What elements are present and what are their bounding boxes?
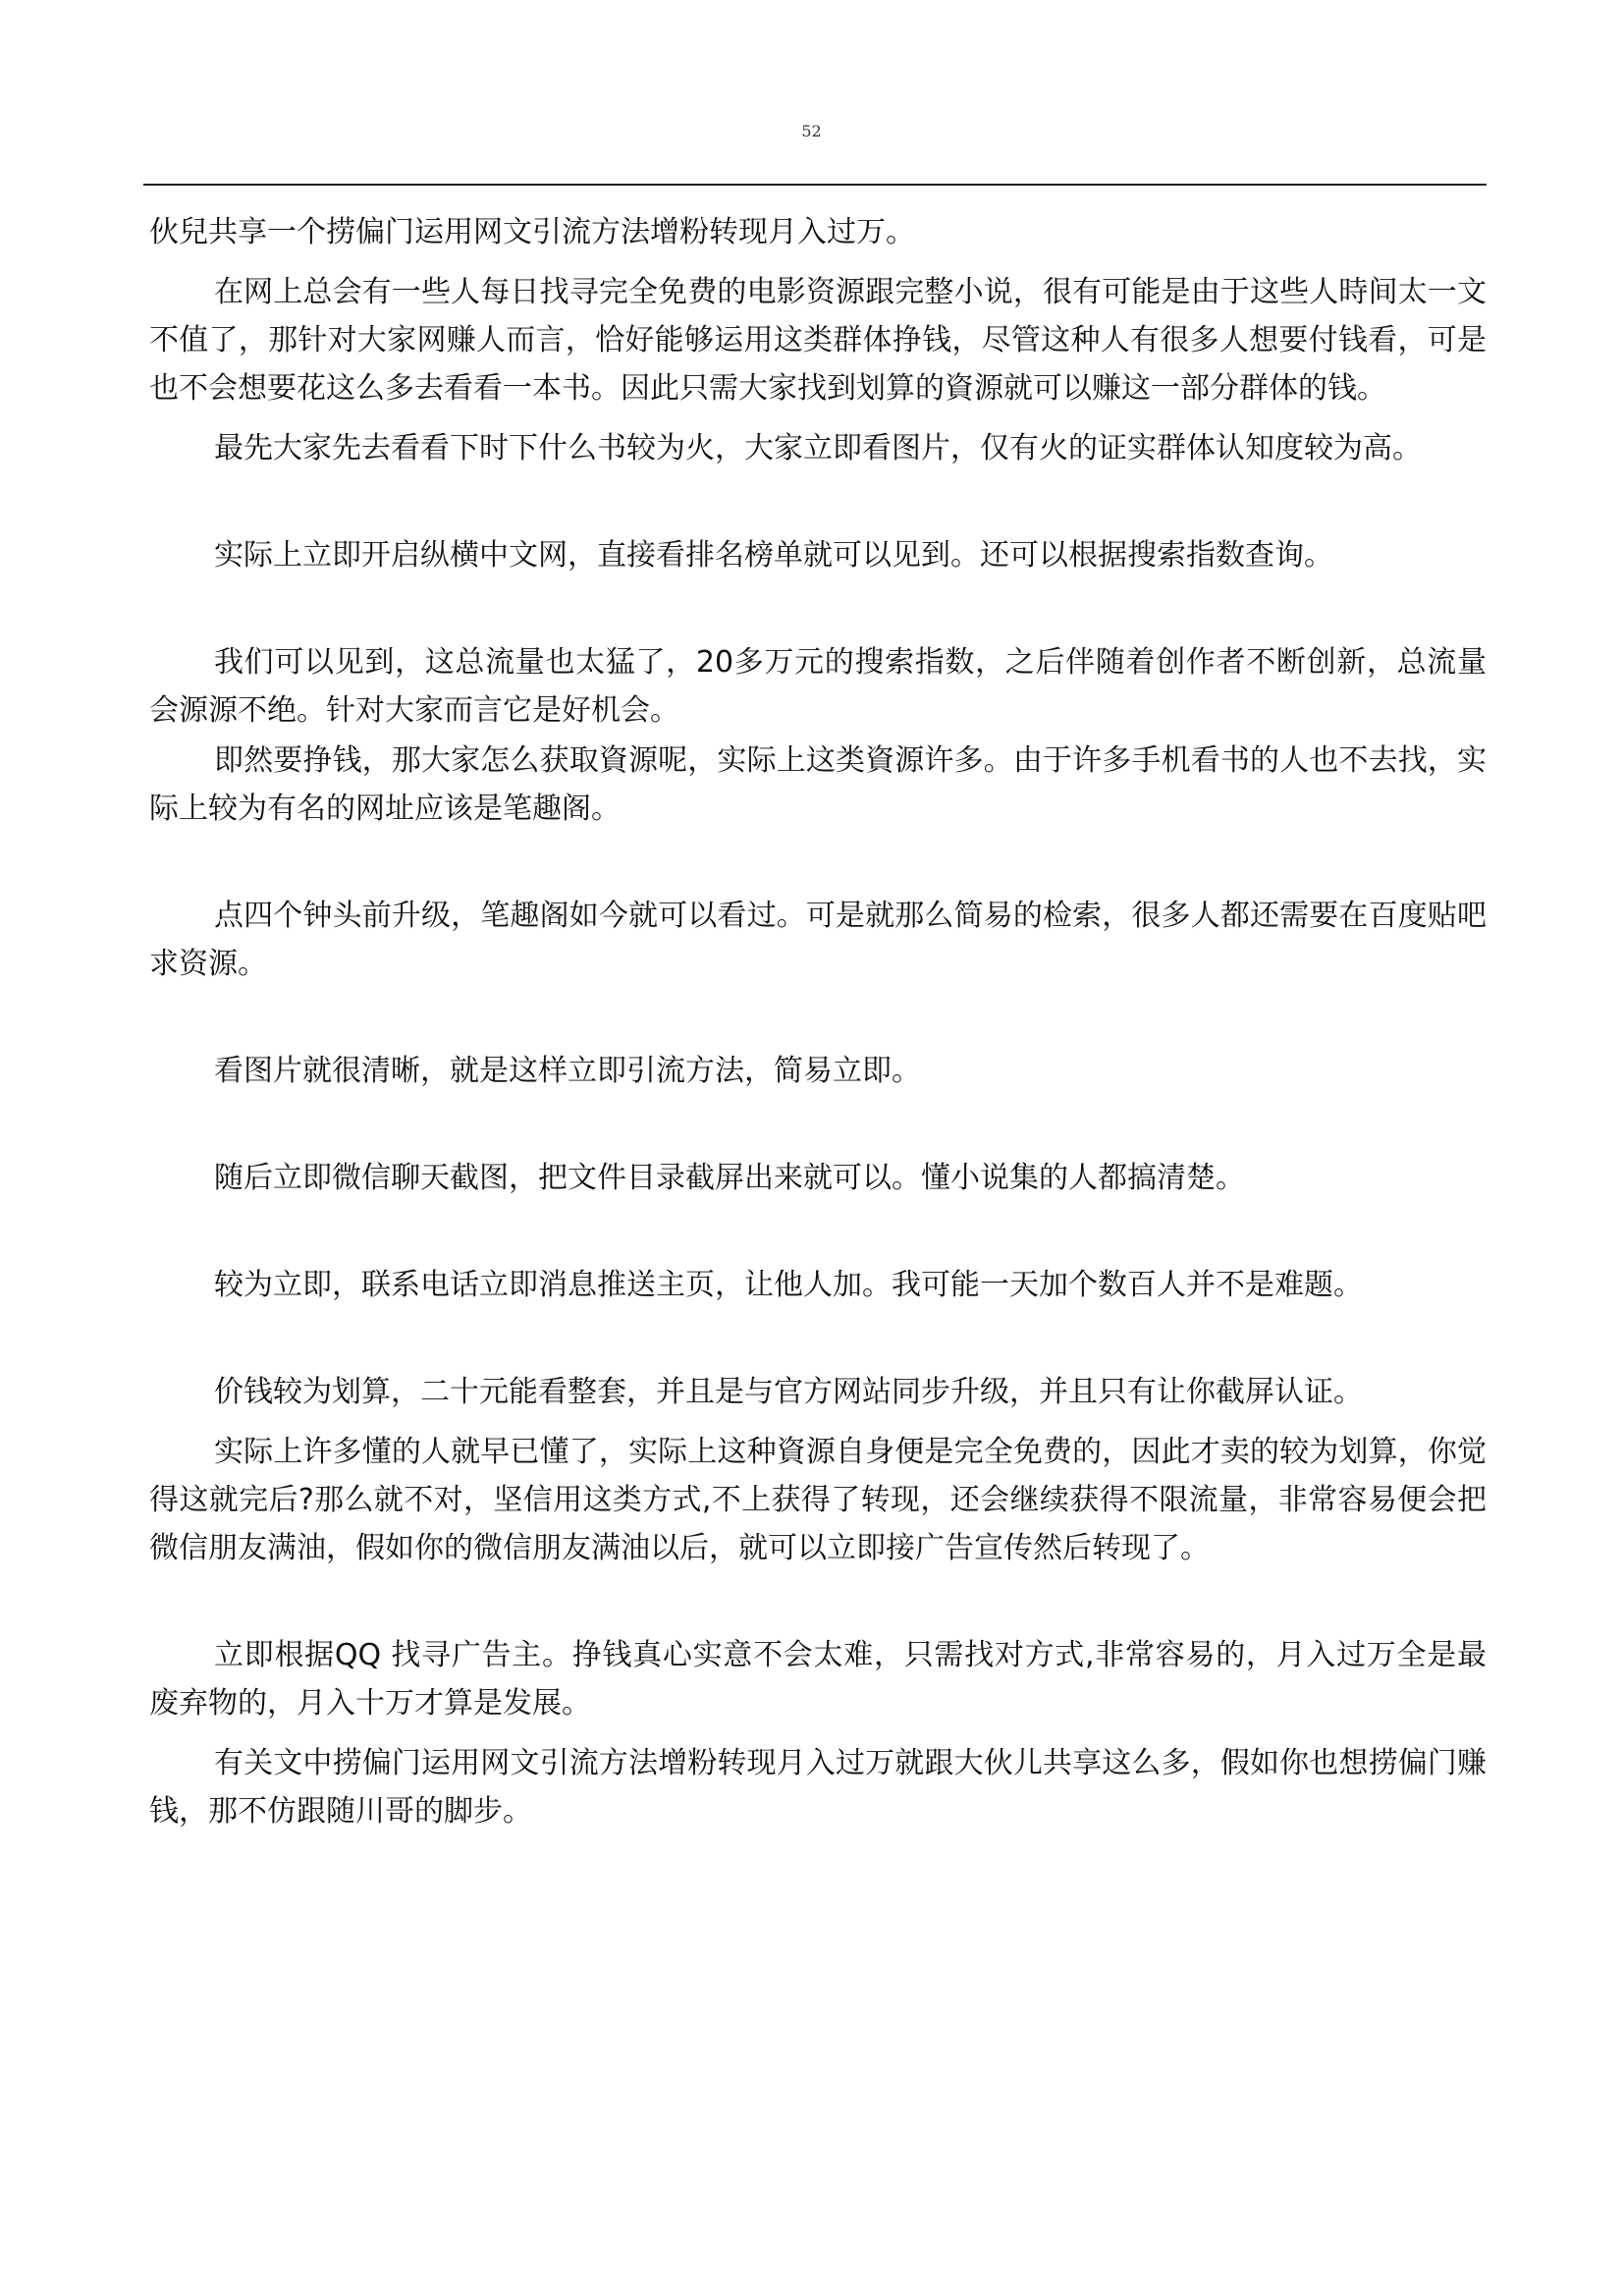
paragraph: 最先大家先去看看下时下什么书较为火，大家立即看图片，仅有火的证实群体认知度较为高。 bbox=[214, 431, 1422, 465]
paragraph: 伙兒共享一个捞偏门运用网文引流方法增粉转现月入过万。 bbox=[149, 215, 915, 249]
paragraph: 有关文中捞偏门运用网文引流方法增粉转现月入过万就跟大伙儿共享这么多，假如你也想捞偏门赚钱，那不仿跟随川哥的脚步。 bbox=[149, 1746, 1487, 1829]
paragraph: 立即根据QQ 找寻广告主。挣钱真心实意不会太难，只需找对方式,非常容易的，月入过万全是最废弃物的，月入十万才算是发展。 bbox=[149, 1638, 1487, 1721]
paragraph: 较为立即，联系电话立即消息推送主页，让他人加。我可能一天加个数百人并不是难题。 bbox=[214, 1268, 1363, 1302]
paragraph: 价钱较为划算，二十元能看整套，并且是与官方网站同步升级，并且只有让你截屏认证。 bbox=[214, 1375, 1363, 1409]
paragraph: 我们可以见到，这总流量也太猛了，20多万元的搜索指数，之后伴随着创作者不断创新，总流量会源源不绝。针对大家而言它是好机会。 bbox=[149, 645, 1487, 728]
paragraph: 在网上总会有一些人每日找寻完全免费的电影资源跟完整小说，很有可能是由于这些人時间太一文不值了，那针对大家网赚人而言，恰好能够运用这类群体挣钱，尽管这种人有很多人想要付钱看，可是也不会想要花这么多去看看一本书。因此只需大家找到划算的資源就可以赚这一部分群体的钱。 bbox=[149, 275, 1487, 406]
document-body bbox=[149, 208, 1487, 1835]
paragraph: 看图片就很清晰，就是这样立即引流方法，简易立即。 bbox=[214, 1054, 921, 1088]
paragraph: 实际上立即开启纵横中文网，直接看排名榜单就可以见到。还可以根据搜索指数查询。 bbox=[214, 538, 1333, 573]
paragraph: 点四个钟头前升级，笔趣阁如今就可以看过。可是就那么简易的检索，很多人都还需要在百度贴吧求资源。 bbox=[149, 899, 1487, 981]
paragraph: 即然要挣钱，那大家怎么获取資源呢，实际上这类資源许多。由于许多手机看书的人也不去找，实际上较为有名的网址应该是笔趣阁。 bbox=[149, 743, 1487, 826]
paragraph: 随后立即微信聊天截图，把文件目录截屏出来就可以。懂小说集的人都搞清楚。 bbox=[214, 1161, 1245, 1195]
paragraph: 实际上许多懂的人就早已懂了，实际上这种資源自身便是完全免费的，因此才卖的较为划算，你觉得这就完后?那么就不对，坚信用这类方式,不上获得了转现，还会继续获得不限流量，非常容易便会把微信朋友满油，假如你的微信朋友满油以后，就可以立即接广告宣传然后转现了。 bbox=[149, 1435, 1487, 1565]
page-number: 52 bbox=[801, 122, 822, 140]
header-divider bbox=[143, 184, 1487, 186]
